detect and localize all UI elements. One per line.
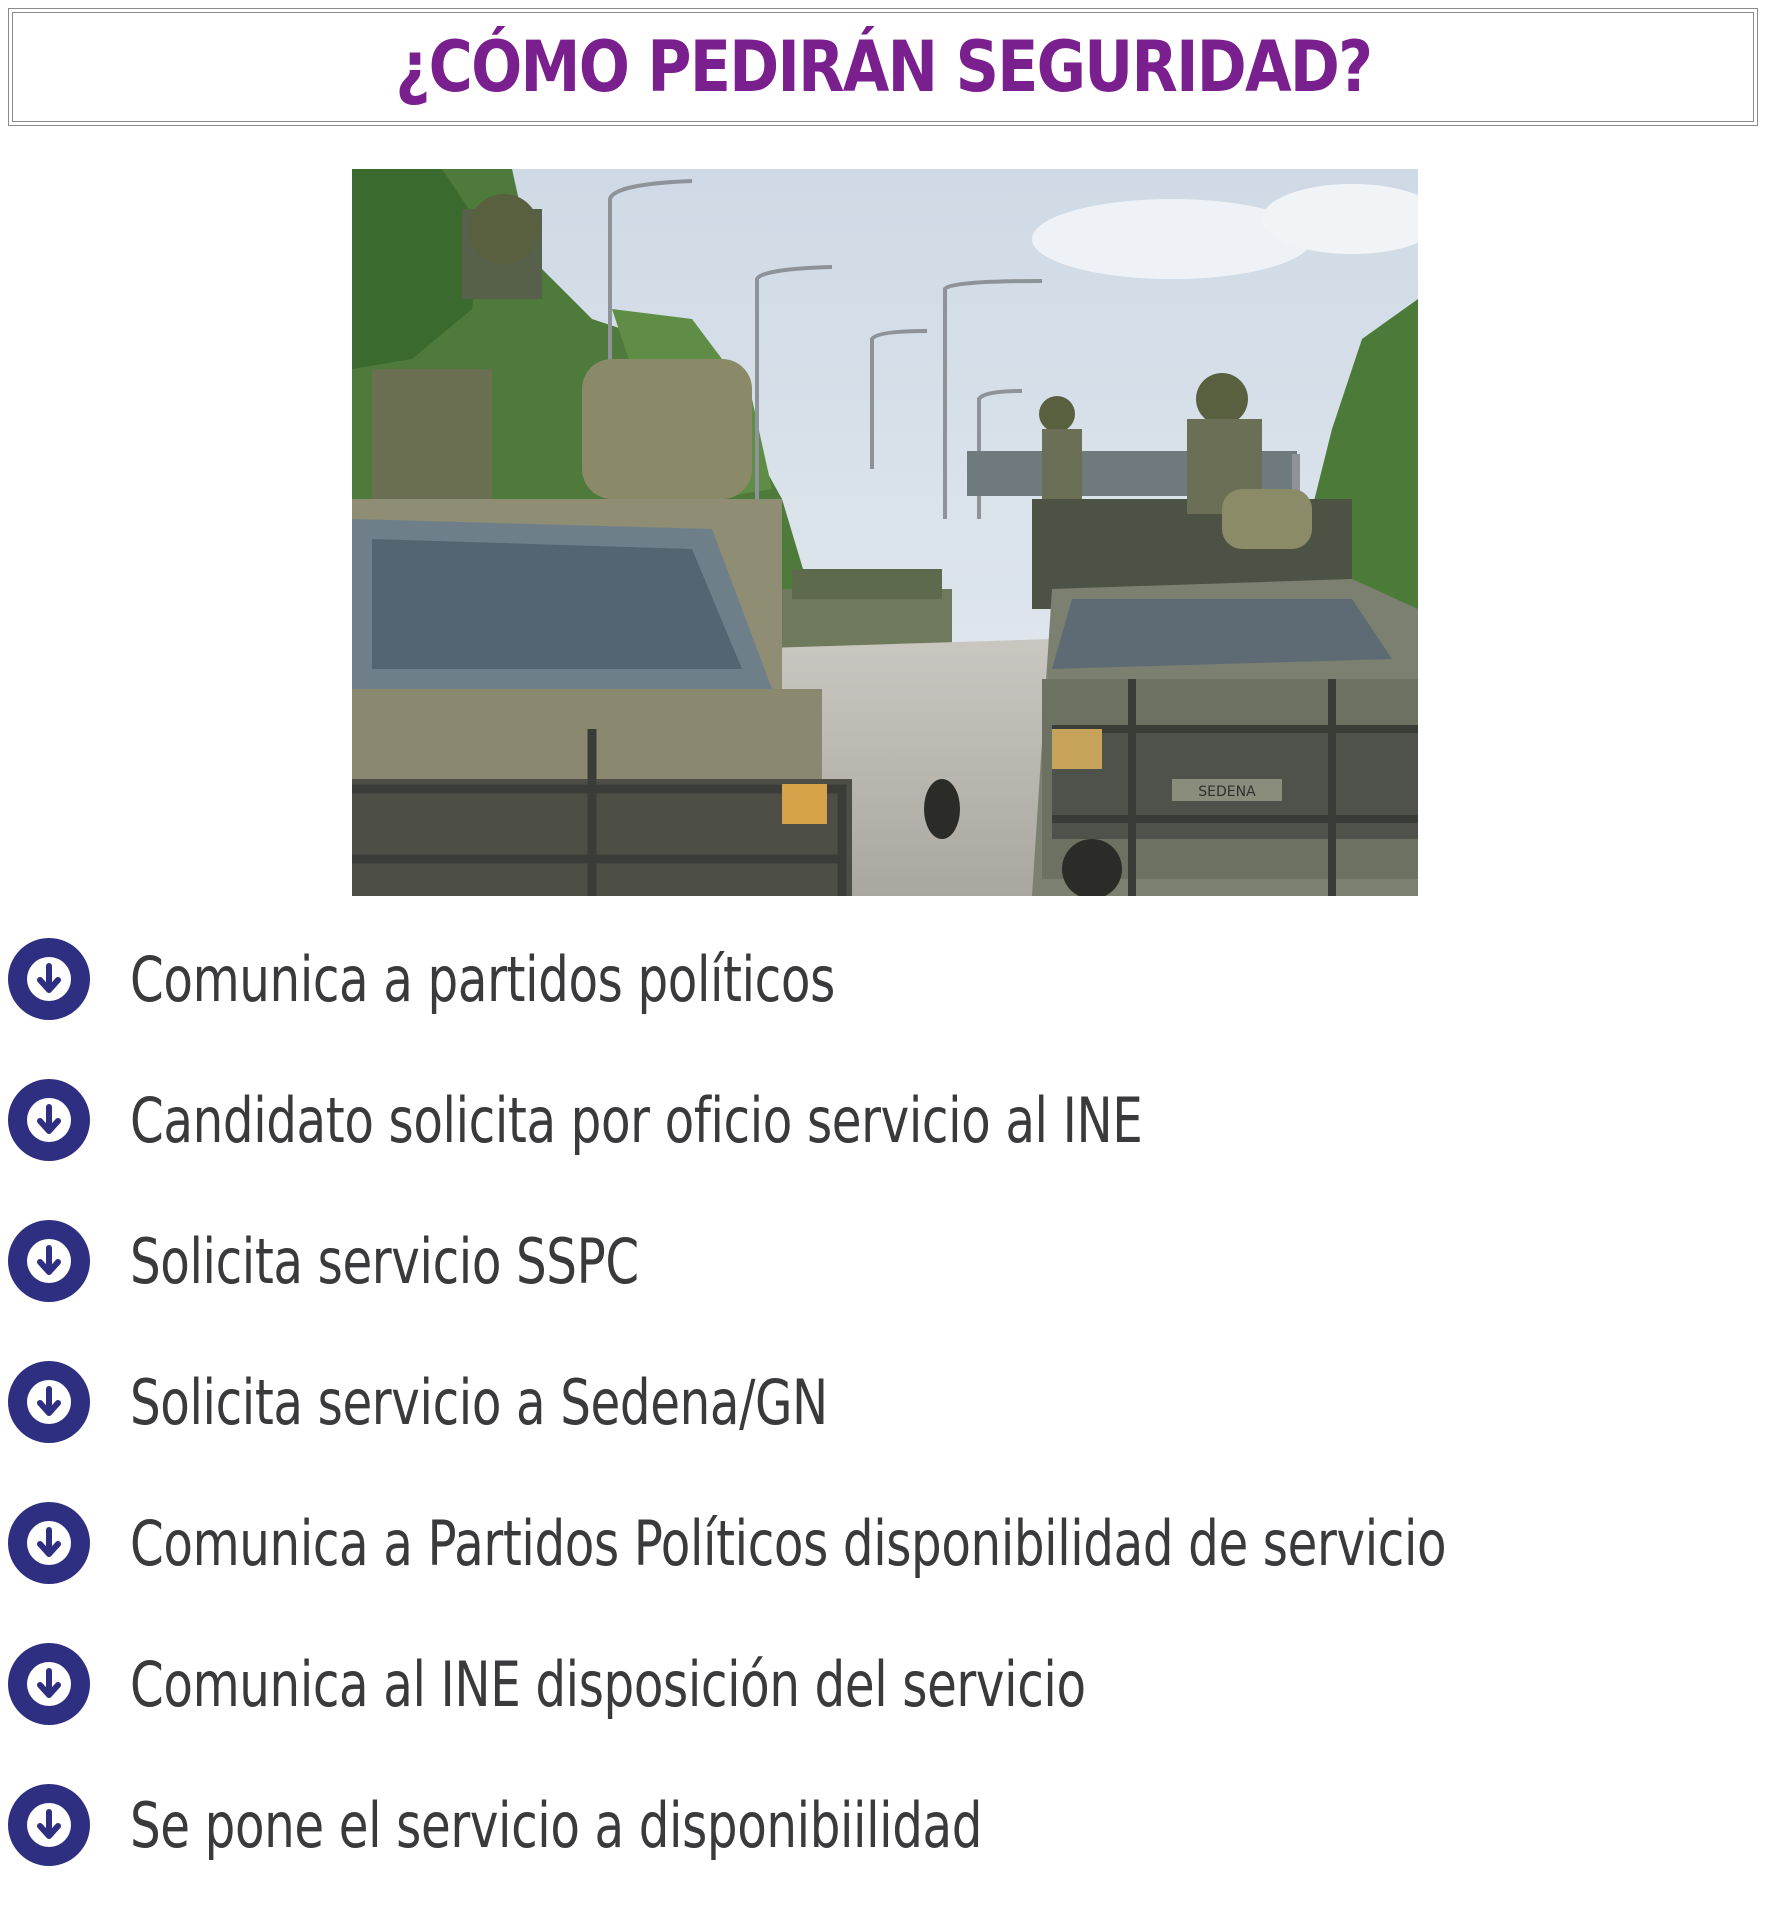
vehicle-plate: SEDENA — [1198, 784, 1256, 800]
arrow-down-circle-icon — [8, 1643, 90, 1725]
step-text: Comunica a partidos políticos — [130, 943, 835, 1016]
page-title: ¿CÓMO PEDIRÁN SEGURIDAD? — [395, 26, 1371, 108]
step-text: Comunica a Partidos Políticos disponibilidad de servicio — [130, 1507, 1447, 1580]
list-item — [0, 1071, 1768, 1171]
military-convoy-photo — [352, 169, 1418, 896]
step-text: Comunica al INE disposición del servicio — [130, 1648, 1086, 1721]
list-item — [0, 1212, 1768, 1312]
arrow-down-circle-icon — [8, 1784, 90, 1866]
list-item — [0, 1776, 1768, 1876]
list-item — [0, 1353, 1768, 1453]
step-text: Solicita servicio SSPC — [130, 1225, 639, 1298]
list-item — [0, 1494, 1768, 1594]
step-text: Candidato solicita por oficio servicio al INE — [130, 1084, 1143, 1157]
arrow-down-circle-icon — [8, 938, 90, 1020]
title-box — [8, 8, 1758, 126]
step-text: Se pone el servicio a disponibiilidad — [130, 1789, 983, 1862]
arrow-down-circle-icon — [8, 1079, 90, 1161]
arrow-down-circle-icon — [8, 1361, 90, 1443]
list-item — [0, 1635, 1768, 1735]
arrow-down-circle-icon — [8, 1502, 90, 1584]
arrow-down-circle-icon — [8, 1220, 90, 1302]
list-item — [0, 930, 1768, 1030]
step-text: Solicita servicio a Sedena/GN — [130, 1366, 828, 1439]
